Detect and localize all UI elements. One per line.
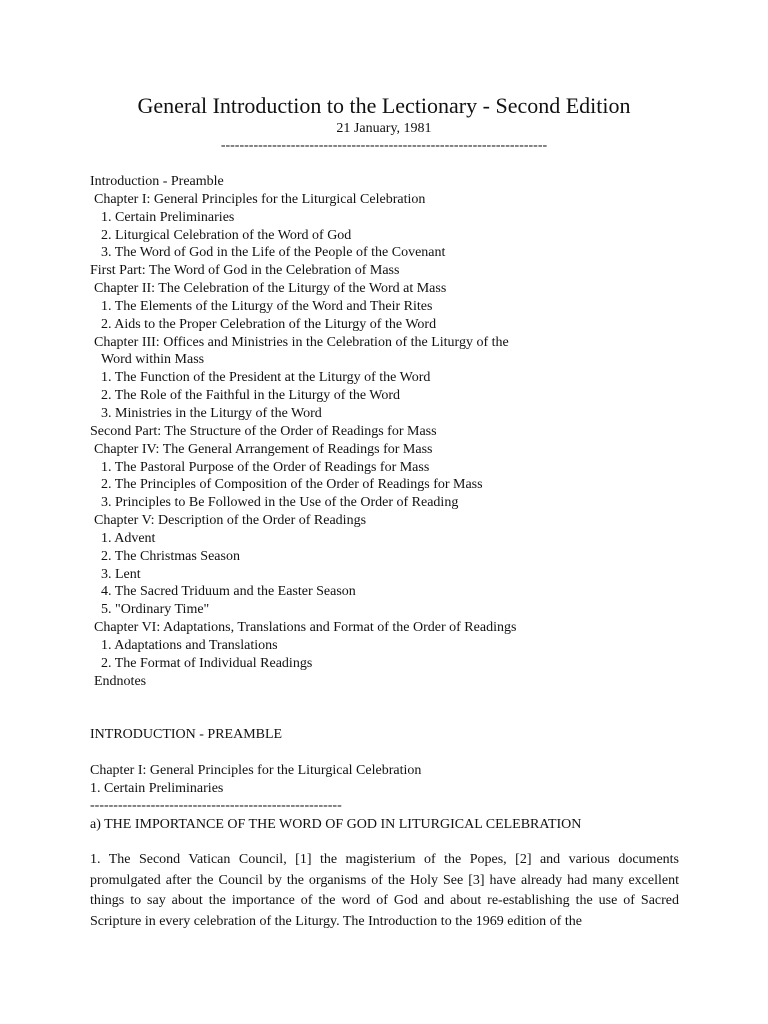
toc-entry: 4. The Sacred Triduum and the Easter Season (101, 584, 356, 600)
section-heading: 1. Certain Preliminaries (90, 781, 224, 796)
title-divider: ---------------------------------------------------------------------- (220, 138, 548, 153)
toc-entry: 3. Principles to Be Followed in the Use of the Order of Reading (101, 495, 459, 511)
intro-heading: INTRODUCTION - PREAMBLE (90, 727, 283, 742)
chapter-heading: Chapter I: General Principles for the Liturgical Celebration (90, 763, 422, 778)
toc-entry: 2. The Format of Individual Readings (101, 655, 313, 671)
toc-entry: 2. Liturgical Celebration of the Word of God (101, 227, 352, 243)
toc-entry: 2. The Role of the Faithful in the Liturgy of the Word (101, 388, 401, 404)
toc-entry: 1. The Function of the President at the Liturgy of the Word (101, 370, 431, 386)
toc-entry: 2. The Principles of Composition of the Order of Readings for Mass (101, 477, 483, 493)
toc-entry: Endnotes (94, 673, 147, 689)
toc-entry: 2. Aids to the Proper Celebration of the Liturgy of the Word (101, 316, 437, 332)
toc-entry: Chapter VI: Adaptations, Translations and Format of the Order of Readings (94, 620, 517, 636)
document-title: General Introduction to the Lectionary - Second Edition (137, 93, 631, 118)
table-of-contents (90, 173, 516, 690)
toc-entry: Chapter III: Offices and Ministries in the Celebration of the Liturgy of the (94, 334, 509, 350)
toc-entry: 1. Advent (101, 530, 156, 546)
toc-entry: 1. The Elements of the Liturgy of the Word and Their Rites (101, 298, 433, 314)
toc-entry: 3. The Word of God in the Life of the People of the Covenant (101, 245, 446, 261)
subsection-heading: a) THE IMPORTANCE OF THE WORD OF GOD IN LITURGICAL CELEBRATION (90, 817, 582, 832)
toc-entry: 1. Adaptations and Translations (101, 637, 278, 653)
toc-entry: Word within Mass (101, 352, 205, 368)
toc-entry: 3. Lent (101, 566, 141, 582)
toc-entry: 1. The Pastoral Purpose of the Order of Readings for Mass (101, 459, 430, 475)
toc-entry: Chapter I: General Principles for the Liturgical Celebration (94, 191, 426, 207)
toc-entry: Introduction - Preamble (90, 174, 224, 189)
body-paragraph: 1. The Second Vatican Council, [1] the magisterium of the Popes, [2] and various documents promulgated after the Council by the organisms of the Holy See [3] have already had many excellent things to say about the importance of the word of God and about re-establishing the use of Sacred Scripture in every celebration of the Liturgy. The Introduction to the 1969 edition of the (90, 852, 679, 929)
toc-entry: 3. Ministries in the Liturgy of the Word (101, 405, 322, 421)
toc-entry: Chapter II: The Celebration of the Liturgy of the Word at Mass (94, 281, 447, 297)
toc-entry: First Part: The Word of God in the Celebration of Mass (90, 263, 400, 279)
toc-entry: 2. The Christmas Season (101, 548, 240, 564)
document-date: 21 January, 1981 (336, 121, 432, 136)
toc-entry: Second Part: The Structure of the Order of Readings for Mass (90, 423, 437, 439)
toc-entry: Chapter IV: The General Arrangement of Readings for Mass (94, 441, 433, 457)
toc-entry: Chapter V: Description of the Order of Readings (94, 513, 367, 529)
section-divider: ------------------------------------------------------ (90, 798, 342, 813)
toc-entry: 5. "Ordinary Time" (101, 602, 210, 618)
toc-entry: 1. Certain Preliminaries (101, 209, 235, 225)
